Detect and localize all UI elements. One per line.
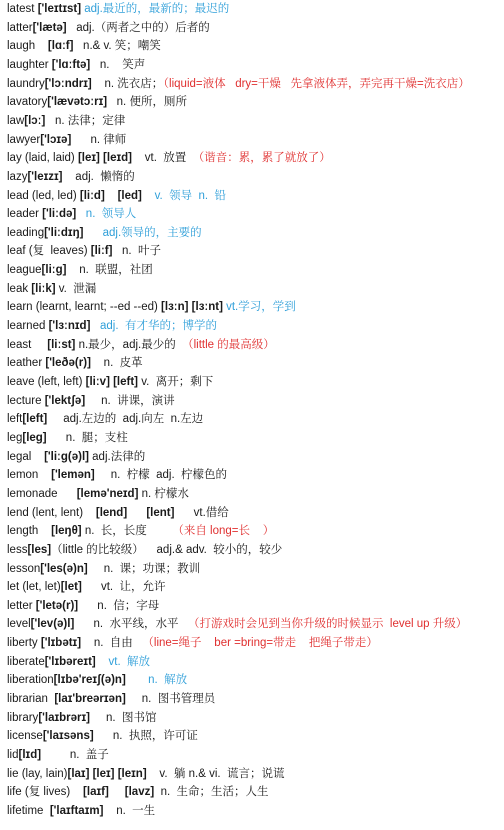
vocab-entry (7, 802, 504, 821)
vocab-entry (7, 0, 504, 19)
definition: n. 法律；定律 (45, 114, 126, 127)
definition: n. 柠檬水 (138, 487, 189, 500)
vocab-entry (7, 187, 504, 206)
definition: vt. 放置 (132, 152, 193, 165)
headword: learned (7, 320, 49, 333)
definition: n. 笑声 (90, 58, 146, 71)
vocab-entry (7, 653, 504, 672)
definition: n. 盖子 (41, 749, 109, 761)
definition: n. 柠檬 adj. 柠檬色的 (94, 469, 228, 482)
definition (105, 190, 118, 202)
phonetic: [liːv] [left] (85, 376, 139, 388)
headword: laundry (7, 77, 45, 90)
phonetic: ['laɪsəns] (42, 730, 94, 743)
headword: let (let, let) (7, 581, 61, 594)
mnemonic-note: （来自 long=长 ） (156, 525, 275, 538)
phonetic: [leg] (22, 431, 47, 444)
phonetic: ['lɜːnɪd] (48, 320, 91, 333)
vocab-entry (7, 56, 504, 75)
headword: lead (led, led) (7, 189, 80, 202)
headword: license (7, 730, 43, 743)
definition: adj.（两者之中的）后者的 (66, 21, 210, 34)
phonetic: ['lemən] (51, 469, 95, 482)
vocab-entry (7, 615, 504, 634)
phonetic: ['lɑːftə] (51, 58, 91, 71)
phonetic: [laɪf] (83, 786, 109, 799)
definition: n.& v. 笑；嘲笑 (73, 40, 161, 53)
vocab-entry (7, 242, 504, 261)
definition: n. 讲课，演讲 (85, 394, 175, 407)
definition (109, 786, 125, 798)
headword: letter (7, 599, 36, 612)
headword: lesson (7, 562, 41, 575)
vocab-entry (7, 280, 504, 299)
headword: lend (lent, lent) (7, 506, 96, 519)
vocab-entry (7, 149, 504, 168)
definition: v. 泄漏 (55, 282, 97, 295)
vocab-entry (7, 336, 504, 355)
phonetic: [lɔː] (24, 114, 46, 127)
phonetic: [led] (117, 189, 142, 202)
headword: lemon (7, 469, 52, 482)
phonetic: ['liːdɪŋ] (44, 226, 84, 239)
vocab-entry (7, 168, 504, 187)
headword: leading (7, 226, 45, 239)
definition: n. 律师 (71, 133, 127, 146)
vocab-entry (7, 671, 504, 690)
vocab-entry (7, 448, 504, 467)
vocab-entry (7, 783, 504, 802)
headword: leaf (复 leaves) (7, 245, 91, 258)
vocab-entry (7, 131, 504, 150)
headword: lifetime (7, 804, 50, 817)
phonetic: ['laɪftaɪm] (49, 804, 104, 817)
headword: leather (7, 357, 46, 370)
definition: n. 自由 (81, 637, 143, 650)
phonetic: ['lɪbətɪ] (40, 637, 82, 650)
mnemonic-note: （打游戏时会见到当你升级的时候显示 level up 升级） (188, 618, 468, 631)
phonetic: ['leɪzɪ] (27, 170, 63, 183)
phonetic: [let] (60, 581, 82, 594)
headword: life (复 lives) (7, 786, 84, 799)
phonetic: [lɑːf] (47, 40, 74, 53)
vocab-entry (7, 485, 504, 504)
headword: lecture (7, 394, 45, 407)
headword: liberation (7, 674, 54, 687)
definition: n. 便所，厕所 (107, 96, 187, 109)
headword: liberty (7, 637, 41, 650)
vocab-entry (7, 709, 504, 728)
headword: liberate (7, 655, 45, 668)
headword: left (7, 413, 23, 426)
vocab-entry (7, 727, 504, 746)
headword: latest (7, 3, 38, 15)
vocab-entry (7, 765, 504, 784)
headword: librarian (7, 693, 55, 706)
headword: legal (7, 450, 45, 463)
phonetic: ['leɪtɪst] (37, 3, 82, 15)
phonetic: [liːst] (47, 338, 76, 351)
vocab-entry (7, 690, 504, 709)
vocab-entry (7, 504, 504, 523)
phonetic: [lemə'neɪd] (76, 487, 139, 500)
headword: leg (7, 431, 23, 444)
definition: n. 执照，许可证 (93, 730, 198, 743)
vocab-entry (7, 93, 504, 112)
vocab-entry (7, 75, 504, 94)
phonetic: [laɪ'breərɪən] (54, 693, 126, 706)
vocab-entry (7, 354, 504, 373)
phonetic: [left] (22, 413, 48, 426)
vocab-entry (7, 261, 504, 280)
phonetic: ['leðə(r)] (45, 357, 91, 370)
definition: adj.领导的，主要的 (83, 226, 202, 239)
phonetic: [lɜːn] [lɜːnt] (161, 301, 223, 314)
headword: less (7, 543, 28, 556)
mnemonic-note: （line=绳子 ber =bring=带走 把绳子带走） (142, 637, 378, 650)
phonetic: ['les(ə)n] (40, 562, 88, 575)
phonetic: [laɪ] [leɪ] [leɪn] (67, 767, 147, 780)
headword: latter (7, 21, 33, 34)
phonetic: [lavz] (124, 786, 155, 799)
definition: （little 的比较级） adj.& adv. 较小的，较少 (51, 543, 283, 556)
headword: leader (7, 208, 43, 221)
phonetic: ['lætə] (32, 21, 67, 34)
definition (127, 507, 146, 519)
definition: adj.最近的，最新的；最迟的 (81, 3, 230, 15)
vocab-entry (7, 429, 504, 448)
mnemonic-note: （little 的最高级） (182, 338, 275, 351)
definition: vt. 让，允许 (81, 581, 166, 594)
mnemonic-note: （liquid=液体 dry=干燥 先拿液体弄，弄完再干燥=洗衣店） (163, 77, 470, 90)
phonetic: ['lævətɔːrɪ] (47, 96, 108, 109)
phonetic: [leɪ] [leɪd] (77, 152, 132, 165)
phonetic: ['lektʃə] (44, 394, 86, 407)
definition: adj. 懒惰的 (62, 170, 135, 183)
definition: n. 长，长度 (81, 525, 157, 538)
vocab-entry (7, 298, 504, 317)
phonetic: ['lɔːndrɪ] (44, 77, 92, 90)
phonetic: ['laɪbrərɪ] (38, 711, 90, 724)
vocab-entry (7, 392, 504, 411)
definition: n. 水平线，水平 (74, 618, 189, 631)
phonetic: ['lɔɪə] (40, 133, 72, 146)
definition: n. 洗衣店； (91, 77, 164, 90)
headword: length (7, 525, 52, 538)
definition: n. 叶子 (112, 245, 162, 258)
definition: v. 躺 n.& vi. 谎言；说谎 (146, 767, 285, 780)
definition: v. 领导 n. 铅 (141, 189, 226, 202)
vocab-entry (7, 317, 504, 336)
definition: n. 联盟，社团 (66, 264, 153, 277)
headword: leak (7, 282, 32, 295)
headword: lavatory (7, 96, 48, 109)
vocab-entry (7, 19, 504, 38)
definition: vt.学习，学到 (222, 301, 296, 314)
vocab-entry (7, 37, 504, 56)
phonetic: [les] (27, 543, 52, 556)
headword: level (7, 618, 31, 631)
headword: library (7, 711, 39, 724)
phonetic: [leŋθ] (51, 525, 82, 538)
definition: n. 腿；支柱 (46, 431, 128, 444)
definition: adj.左边的 adj.向左 n.左边 (47, 413, 204, 426)
phonetic: [lɪd] (18, 749, 42, 761)
phonetic: [lɪbə'reɪʃ(ə)n] (53, 674, 126, 687)
vocab-entry (7, 522, 504, 541)
definition: n. 解放 (125, 674, 188, 687)
definition: n. 信；字母 (78, 599, 160, 612)
vocab-entry (7, 746, 504, 765)
vocab-entry (7, 410, 504, 429)
headword: lawyer (7, 133, 41, 146)
vocab-entry (7, 224, 504, 243)
vocab-entry (7, 597, 504, 616)
headword: laugh (7, 40, 48, 53)
phonetic: ['letə(r)] (35, 599, 79, 612)
definition: vt.借给 (174, 506, 229, 519)
headword: law (7, 114, 25, 127)
phonetic: ['liːdə] (42, 208, 77, 221)
phonetic: [lend] (95, 506, 128, 519)
headword: lazy (7, 170, 28, 183)
definition: n. 生命；生活；人生 (154, 786, 269, 799)
phonetic: [lent] (146, 506, 175, 519)
vocab-entry (7, 634, 504, 653)
phonetic: [liːk] (31, 282, 56, 295)
phonetic: ['liːg(ə)l] (44, 450, 89, 463)
vocab-entry (7, 560, 504, 579)
mnemonic-note: （谐音：累，累了就放了） (192, 152, 331, 165)
vocab-entry (7, 541, 504, 560)
vocab-entry (7, 205, 504, 224)
definition: vt. 解放 (95, 655, 151, 668)
headword: laughter (7, 58, 52, 71)
phonetic: [liːg] (41, 264, 67, 277)
vocab-entry (7, 578, 504, 597)
phonetic: ['lɪbəreɪt] (44, 655, 96, 668)
headword: lay (laid, laid) (7, 152, 78, 165)
headword: learn (learnt, learnt; --ed --ed) (7, 301, 162, 314)
phonetic: [liːf] (90, 245, 113, 258)
definition: n. 皮革 (90, 357, 143, 370)
definition: adj.法律的 (88, 450, 146, 463)
definition: n. 图书馆 (90, 711, 157, 724)
vocab-entry (7, 466, 504, 485)
definition: n. 课；功课；教训 (87, 562, 201, 575)
phonetic: ['lev(ə)l] (30, 618, 75, 631)
headword: lemonade (7, 487, 77, 500)
headword: leave (left, left) (7, 376, 86, 388)
definition: adj. 有才华的；博学的 (90, 320, 217, 333)
definition: n. 图书管理员 (125, 693, 216, 706)
headword: least (7, 338, 48, 351)
vocab-entry (7, 373, 504, 392)
definition: v. 离开；剩下 (138, 376, 214, 388)
definition: n. 一生 (103, 804, 156, 817)
definition: n. 领导人 (76, 208, 137, 221)
headword: league (7, 264, 42, 277)
headword: lid (7, 749, 19, 761)
phonetic: [liːd] (79, 189, 105, 202)
vocab-entry (7, 112, 504, 131)
headword: lie (lay, lain) (7, 767, 68, 780)
definition: n.最少，adj.最少的 (75, 338, 183, 351)
